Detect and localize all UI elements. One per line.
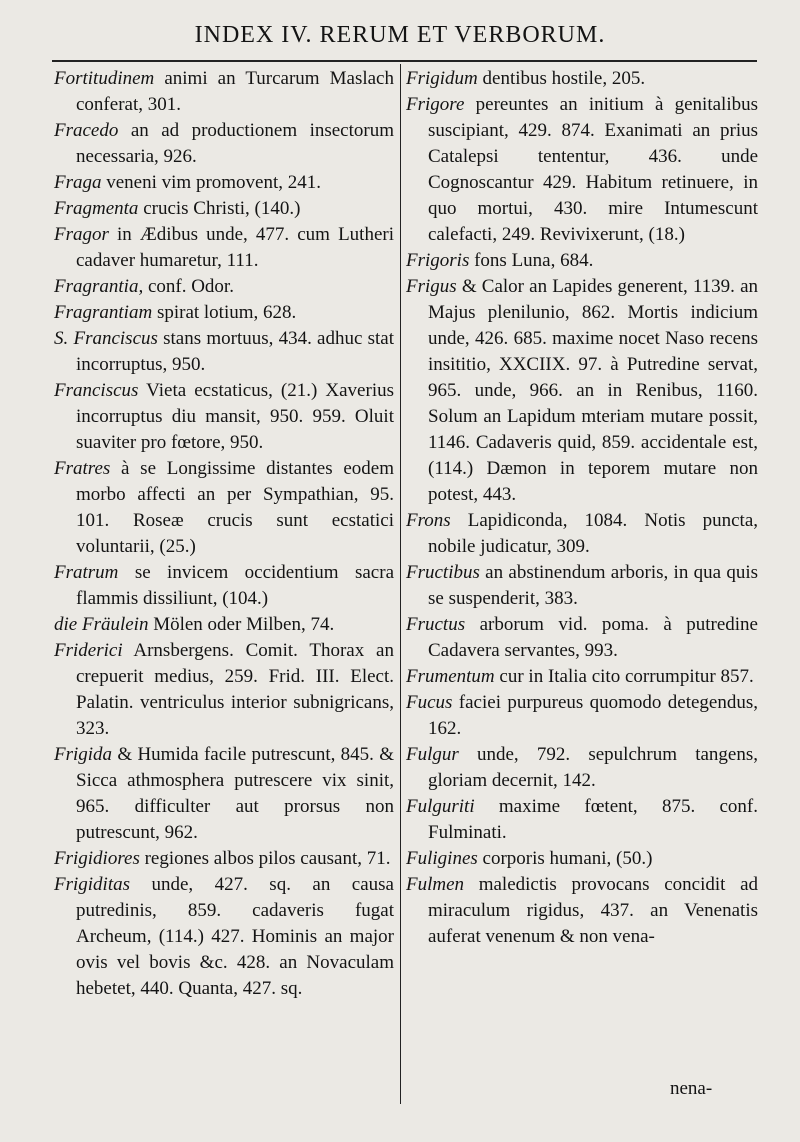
entry-text: Lapidiconda, 1084. Notis puncta, nobile judicatur, 309. [428, 510, 758, 557]
index-entry [54, 456, 394, 560]
entry-text: fons Luna, 684. [469, 250, 594, 271]
entry-text: crucis Christi, (140.) [138, 198, 301, 219]
index-entry [406, 274, 758, 508]
entry-keyword: Frigus [406, 276, 457, 297]
index-entry [406, 92, 758, 248]
entry-keyword: Frumentum [406, 666, 495, 687]
index-entry [406, 508, 758, 560]
entry-keyword: Fracedo [54, 120, 119, 141]
entry-text: corporis humani, (50.) [477, 848, 653, 869]
entry-text: faciei purpureus quomodo detegendus, 162. [428, 692, 758, 739]
catchword: nena- [670, 1078, 713, 1099]
entry-keyword: Fraga [54, 172, 102, 193]
entry-keyword: Frons [406, 510, 451, 531]
entry-text: an ad productionem insectorum necessaria, 926. [76, 120, 394, 167]
index-entry [406, 66, 758, 92]
index-entry [54, 612, 394, 638]
entry-text: cur in Italia cito corrumpitur 857. [494, 666, 754, 687]
entry-keyword: Fructibus [406, 562, 480, 583]
entry-keyword: Fragor [54, 224, 109, 245]
entry-text: animi an Turcarum Maslach conferat, 301. [76, 68, 394, 115]
index-entry [54, 846, 394, 872]
entry-keyword: Fragrantiam [54, 302, 153, 323]
entry-keyword: Fragmenta [54, 198, 139, 219]
entry-text: unde, 792. sepulchrum tangens, gloriam decernit, 142. [428, 744, 758, 791]
entry-keyword: Fulmen [406, 874, 465, 895]
index-entry [54, 196, 394, 222]
index-entry [406, 664, 758, 690]
index-entry [406, 846, 758, 872]
entry-text: à se Longissime distantes eodem morbo affecti an per Sympathian, 95. 101. Roseæ crucis sunt ecstatici voluntarii, (25.) [76, 458, 394, 557]
column-divider [400, 64, 401, 1104]
index-entry [54, 300, 394, 326]
index-entry [54, 222, 394, 274]
entry-text: Mölen oder Milben, 74. [148, 614, 335, 635]
entry-text: & Humida facile putrescunt, 845. & Sicca athmosphera putrescere vix sinit, 965. difficulter aut prorsus non putrescunt, 962. [76, 744, 394, 843]
entry-text: se invicem occidentium sacra flammis dissiliunt, (104.) [76, 562, 394, 609]
entry-keyword: Frigidiores [54, 848, 140, 869]
entry-keyword: Fulguriti [406, 796, 475, 817]
index-entry [54, 170, 394, 196]
entry-keyword: Fulgur [406, 744, 459, 765]
entry-keyword: Fratrum [54, 562, 119, 583]
entry-text: unde, 427. sq. an causa putredinis, 859. cadaveris fugat Archeum, (114.) 427. Hominis an major ovis vel bovis &c. 428. an Novaculam hebetet, 440. Quanta, 427. sq. [76, 874, 394, 999]
entry-text: in Ædibus unde, 477. cum Lutheri cadaver humaretur, 111. [76, 224, 394, 271]
entry-text: Arnsbergens. Comit. Thorax an crepuerit medius, 259. Frid. III. Elect. Palatin. ventriculus interior subnigricans, 323. [76, 640, 394, 739]
entry-keyword: Frigoris [406, 250, 470, 271]
entry-text: stans mortuus, 434. adhuc stat incorruptus, 950. [76, 328, 395, 375]
index-entry [406, 690, 758, 742]
index-entry [54, 274, 394, 300]
index-entry [54, 118, 394, 170]
entry-text: an abstinendum arboris, in qua quis se suspenderit, 383. [428, 562, 758, 609]
entry-keyword: Fructus [406, 614, 466, 635]
entry-keyword: Frigiditas [54, 874, 131, 895]
entry-text: & Calor an Lapides generent, 1139. an Majus plenilunio, 862. Mortis indicium unde, 426. 685. maxime nocet Naso recens insititio, XXCIIX. 97. à Putredine servat, 965. unde, 966. an in Renibus, 1160. Solum an Lapidum mteriam mutare possit, 1146. Cadaveris quid, 859. accidentale est, (114.) Dæmon in teporem mutare non potest, 443. [428, 276, 758, 505]
index-entry [54, 66, 394, 118]
index-entry [54, 378, 394, 456]
entry-text: conf. Odor. [143, 276, 234, 297]
entry-keyword: Frigore [406, 94, 465, 115]
entry-keyword: Frigida [54, 744, 113, 765]
right-column [406, 66, 758, 950]
entry-text: maledictis provocans concidit ad miraculum rigidus, 437. an Venenatis auferat venenum & non vena- [428, 874, 758, 947]
header-rule [52, 60, 757, 62]
index-entry [54, 872, 394, 1002]
entry-text: dentibus hostile, 205. [477, 68, 646, 89]
index-entry [406, 872, 758, 950]
index-entry [406, 794, 758, 846]
entry-text: regiones albos pilos causant, 71. [139, 848, 391, 869]
entry-text: maxime fœtent, 875. conf. Fulminati. [428, 796, 758, 843]
left-column [54, 66, 394, 1002]
index-entry [406, 612, 758, 664]
entry-keyword: Franciscus [54, 380, 139, 401]
index-entry [54, 560, 394, 612]
index-entry [54, 742, 394, 846]
entry-text: arborum vid. poma. à putredine Cadavera servantes, 993. [428, 614, 758, 661]
entry-keyword: Fucus [406, 692, 453, 713]
page-header: INDEX IV. RERUM ET VERBORUM. [194, 22, 606, 48]
entry-text: spirat lotium, 628. [152, 302, 297, 323]
entry-text: Vieta ecstaticus, (21.) Xaverius incorruptus diu mansit, 950. 959. Oluit suaviter pro fœtore, 950. [76, 380, 394, 453]
entry-text: pereuntes an initium à genitalibus suscipiant, 429. 874. Exanimati an prius Catalepsi tententur, 436. unde Cognoscantur 429. Habitum retinuere, in quo mortui, 430. mire Intumescunt calefacti, 249. Revivixerunt, (18.) [428, 94, 758, 245]
entry-text: veneni vim promovent, 241. [101, 172, 322, 193]
entry-keyword: Fratres [54, 458, 111, 479]
entry-keyword: Fortitudinem [54, 68, 155, 89]
index-entry [54, 638, 394, 742]
index-entry [54, 326, 394, 378]
entry-keyword: Friderici [54, 640, 123, 661]
index-entry [406, 560, 758, 612]
entry-keyword: S. Franciscus [54, 328, 158, 349]
entry-keyword: Fuligines [406, 848, 478, 869]
entry-keyword: Frigidum [406, 68, 478, 89]
index-entry [406, 248, 758, 274]
entry-keyword: die Fräulein [54, 614, 149, 635]
index-entry [406, 742, 758, 794]
entry-keyword: Fragrantia, [54, 276, 144, 297]
